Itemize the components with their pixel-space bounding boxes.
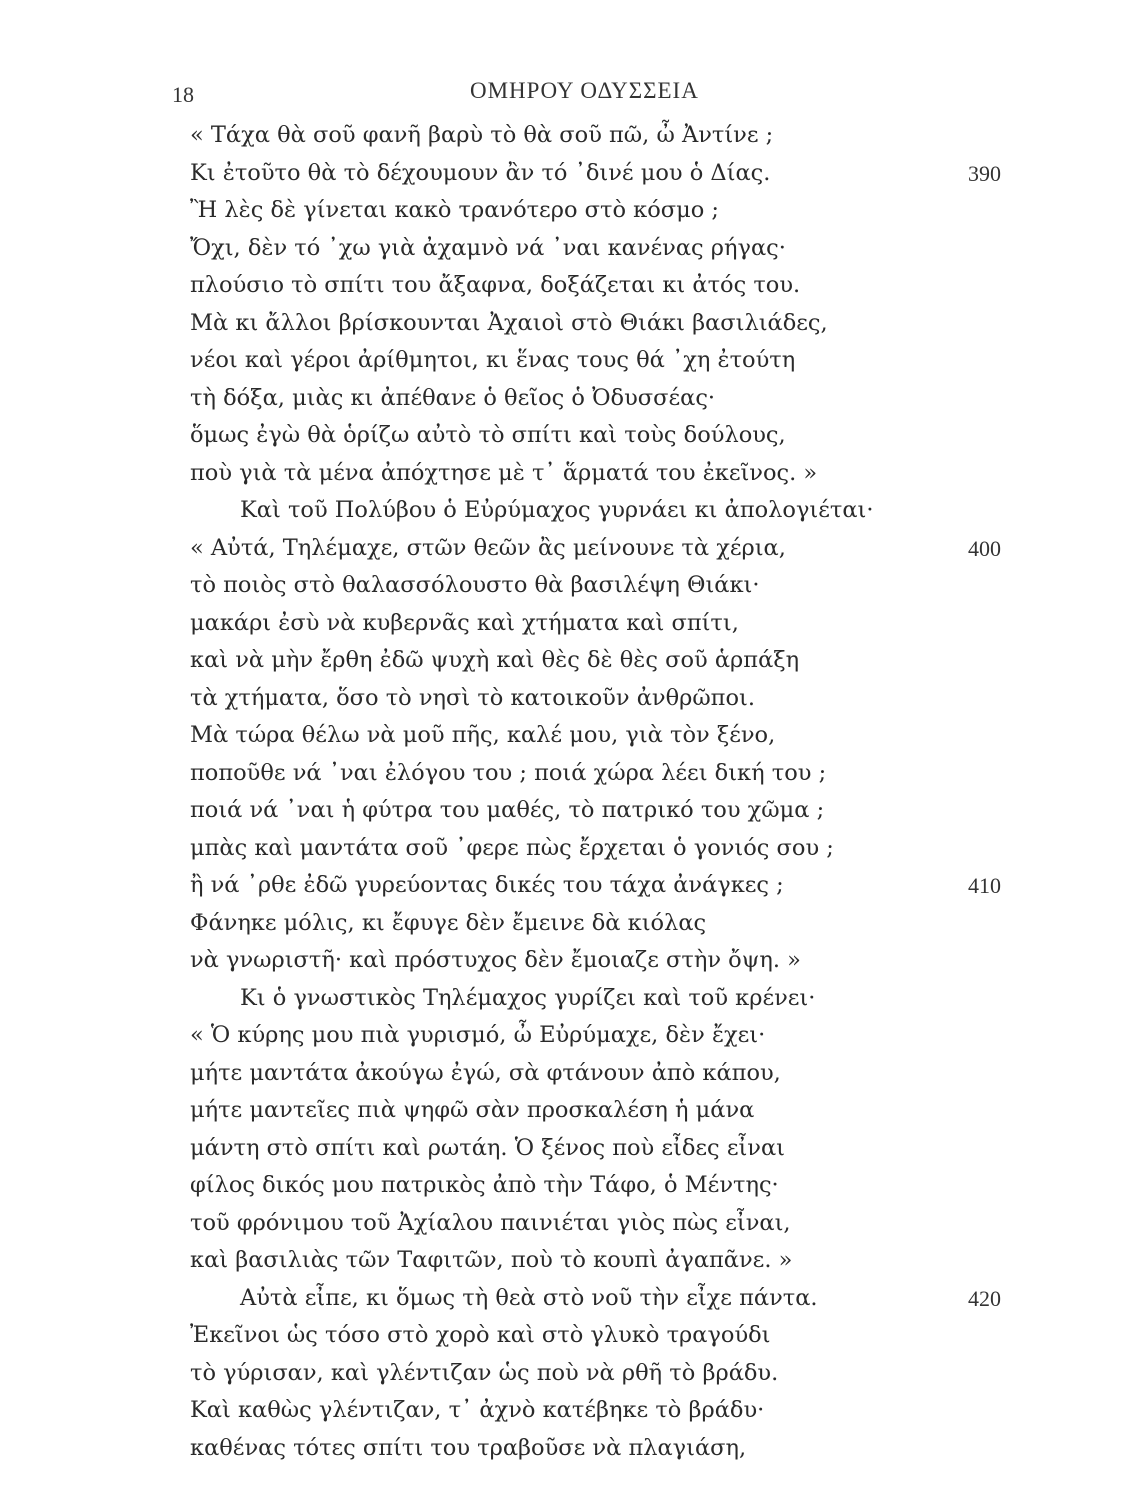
verse-line [0, 1430, 1140, 1468]
verse-line [0, 830, 1140, 868]
verse-text: ποιά νά ᾽ναι ἡ φύτρα του μαθές, τὸ πατρικό του χῶμα ; [190, 797, 825, 823]
verse-line [0, 155, 1140, 193]
verse-text: φίλος δικός μου πατρικὸς ἀπὸ τὴν Τάφο, ὁ Μέντης· [190, 1172, 779, 1198]
verse-text: νέοι καὶ γέροι ἀρίθμητοι, κι ἕνας τους θά ᾽χη ἐτούτη [190, 347, 796, 373]
verse-text: ποὺ γιὰ τὰ μένα ἀπόχτησε μὲ τ᾽ ἅρματά του ἐκεῖνος. » [190, 459, 818, 486]
verse-line [0, 1017, 1140, 1055]
verse-line [0, 1280, 1140, 1318]
verse-text: τὸ ποιὸς στὸ θαλασσόλουστο θὰ βασιλέψη Θιάκι· [190, 572, 760, 598]
verse-line [0, 455, 1140, 493]
verse-line [0, 380, 1140, 418]
verse-text: τὴ δόξα, μιὰς κι ἀπέθανε ὁ θεῖος ὁ Ὀδυσσέας· [190, 384, 716, 411]
verse-line [0, 492, 1140, 530]
verse-text: καὶ βασιλιὰς τῶν Ταφιτῶν, ποὺ τὸ κουπὶ ἀγαπᾶνε. » [190, 1247, 793, 1273]
verse-line [0, 567, 1140, 605]
verse-line [0, 792, 1140, 830]
verse-line [0, 1317, 1140, 1355]
verse-text: Κι ὁ γνωστικὸς Τηλέμαχος γυρίζει καὶ τοῦ κρένει· [240, 984, 816, 1011]
verse-text: Καὶ καθὼς γλέντιζαν, τ᾽ ἀχνὸ κατέβηκε τὸ βράδυ· [190, 1397, 765, 1423]
verse-text: μήτε μαντάτα ἀκούγω ἐγώ, σὰ φτάνουν ἀπὸ κάπου, [190, 1059, 781, 1086]
line-number: 400 [968, 535, 1001, 561]
verse-line [0, 305, 1140, 343]
verse-line [0, 1130, 1140, 1168]
verse-text: μήτε μαντεῖες πιὰ ψηφῶ σὰν προσκαλέση ἡ μάνα [190, 1097, 755, 1123]
verse-text: μάντη στὸ σπίτι καὶ ρωτάη. Ὁ ξένος ποὺ εἶδες εἶναι [190, 1134, 785, 1161]
verse-text: Μὰ κι ἄλλοι βρίσκουνται Ἀχαιοὶ στὸ Θιάκι βασιλιάδες, [190, 309, 828, 336]
verse-line [0, 117, 1140, 155]
verse-text: ὅμως ἐγὼ θὰ ὁρίζω αὐτὸ τὸ σπίτι καὶ τοὺς δούλους, [190, 422, 786, 448]
verse-text: πλούσιο τὸ σπίτι του ἄξαφνα, δοξάζεται κι ἀτός του. [190, 272, 801, 298]
verse-text: καὶ νὰ μὴν ἔρθη ἐδῶ ψυχὴ καὶ θὲς δὲ θὲς σοῦ ἁρπάξη [190, 647, 800, 673]
verse-line [0, 417, 1140, 455]
verse-text: τοῦ φρόνιμου τοῦ Ἀχίαλου παινιέται γιὸς πὼς εἶναι, [190, 1209, 791, 1236]
verse-text: « Αὐτά, Τηλέμαχε, στῶν θεῶν ἂς μείνουνε τὰ χέρια, [190, 534, 786, 561]
verse-text: τὸ γύρισαν, καὶ γλέντιζαν ὡς ποὺ νὰ ρθῆ τὸ βράδυ. [190, 1359, 779, 1386]
verse-text: τὰ χτήματα, ὅσο τὸ νησὶ τὸ κατοικοῦν ἀνθρῶποι. [190, 684, 755, 711]
verse-line [0, 905, 1140, 943]
verse-text: καθένας τότες σπίτι του τραβοῦσε νὰ πλαγιάση, [190, 1434, 747, 1461]
verse-text: Ἢ λὲς δὲ γίνεται κακὸ τρανότερο στὸ κόσμο ; [190, 197, 720, 223]
verse-line [0, 1055, 1140, 1093]
verse-line [0, 267, 1140, 305]
verse-line [0, 755, 1140, 793]
verse-line [0, 192, 1140, 230]
verse-line [0, 605, 1140, 643]
verse-text: « Ὁ κύρης μου πιὰ γυρισμό, ὦ Εὐρύμαχε, δὲν ἔχει· [190, 1022, 766, 1048]
verse-line [0, 230, 1140, 268]
verse-line [0, 1205, 1140, 1243]
verse-text: μπὰς καὶ μαντάτα σοῦ ᾽φερε πὼς ἔρχεται ὁ γονιός σου ; [190, 834, 834, 861]
verse-line [0, 530, 1140, 568]
verse-text: Ἐκεῖνοι ὡς τόσο στὸ χορὸ καὶ στὸ γλυκὸ τραγούδι [190, 1322, 771, 1348]
verse-text: ποποῦθε νά ᾽ναι ἐλόγου του ; ποιά χώρα λέει δική του ; [190, 759, 827, 786]
verse-line [0, 1355, 1140, 1393]
verse-line [0, 1392, 1140, 1430]
verse-text: μακάρι ἐσὺ νὰ κυβερνᾶς καὶ χτήματα καὶ σπίτι, [190, 609, 739, 636]
verse-block [0, 117, 1140, 1467]
verse-text: Καὶ τοῦ Πολύβου ὁ Εὐρύμαχος γυρνάει κι ἀπολογιέται· [240, 497, 874, 523]
line-number: 390 [968, 160, 1001, 186]
line-number: 420 [968, 1285, 1001, 1311]
verse-line [0, 867, 1140, 905]
verse-line [0, 1092, 1140, 1130]
verse-line [0, 980, 1140, 1018]
page-header [0, 76, 1140, 112]
verse-text: Φάνηκε μόλις, κι ἔφυγε δὲν ἔμεινε δὰ κιόλας [190, 909, 707, 936]
verse-line [0, 342, 1140, 380]
verse-line [0, 942, 1140, 980]
page-number: 18 [172, 82, 194, 107]
verse-line [0, 642, 1140, 680]
verse-text: Κι ἐτοῦτο θὰ τὸ δέχουμουν ἂν τό ᾽δινέ μου ὁ Δίας. [190, 159, 771, 186]
line-number: 410 [968, 873, 1001, 898]
verse-text: « Τάχα θὰ σοῦ φανῆ βαρὺ τὸ θὰ σοῦ πῶ, ὦ Ἀντίνε ; [190, 122, 774, 148]
verse-line [0, 1167, 1140, 1205]
running-title: ΟΜΗΡΟΥ ΟΔΥΣΣΕΙΑ [470, 78, 699, 103]
verse-text: Μὰ τώρα θέλω νὰ μοῦ πῆς, καλέ μου, γιὰ τὸν ξένο, [190, 722, 776, 748]
verse-text: Αὐτὰ εἶπε, κι ὅμως τὴ θεὰ στὸ νοῦ τὴν εἶχε πάντα. [240, 1284, 818, 1311]
verse-text: ἢ νά ᾽ρθε ἐδῶ γυρεύοντας δικές του τάχα ἀνάγκες ; [190, 872, 784, 898]
verse-line [0, 717, 1140, 755]
verse-line [0, 680, 1140, 718]
verse-text: νὰ γνωριστῆ· καὶ πρόστυχος δὲν ἔμοιαζε στὴν ὄψη. » [190, 947, 801, 973]
verse-line [0, 1242, 1140, 1280]
verse-text: Ὄχι, δὲν τό ᾽χω γιὰ ἀχαμνὸ νά ᾽ναι κανένας ρήγας· [190, 234, 786, 261]
